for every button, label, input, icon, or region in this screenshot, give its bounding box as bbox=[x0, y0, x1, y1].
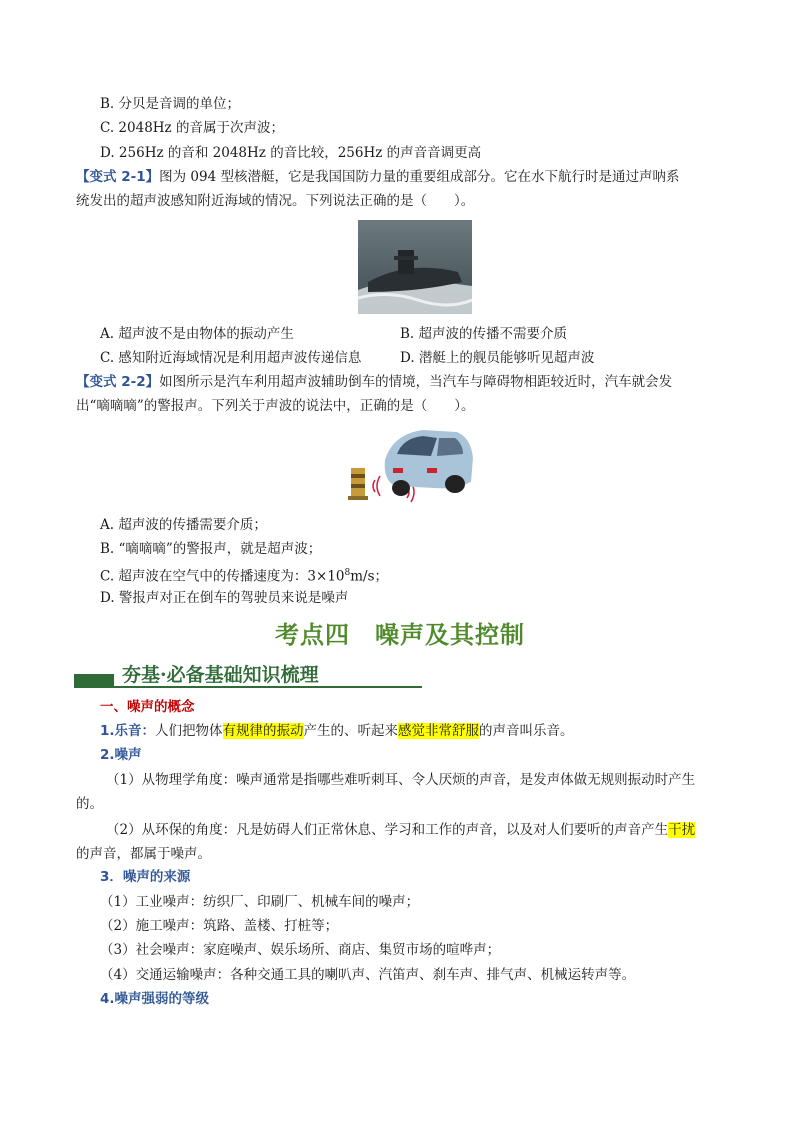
p3-label: 3．噪声的来源 bbox=[100, 869, 191, 885]
p2-2-line1 bbox=[106, 820, 695, 840]
variant-2-2-line1: 如图所示是汽车利用超声波辅助倒车的情境，当汽车与障碍物相距较近时，汽车就会发 bbox=[159, 374, 673, 390]
variant-2-1-option-d: D. 潜艇上的舰员能够听见超声波 bbox=[400, 350, 595, 366]
option-c-text: C. 超声波在空气中的传播速度为：3×10 bbox=[100, 568, 345, 585]
variant-2-2-option-c bbox=[100, 563, 388, 587]
p1-text-c: 的声音叫乐音。 bbox=[479, 723, 574, 739]
p1-highlight-2: 感觉非常舒服 bbox=[398, 723, 480, 739]
submarine-image bbox=[358, 220, 472, 314]
variant-2-2-stem bbox=[76, 372, 672, 392]
variant-2-2-option-d: D. 警报声对正在倒车的驾驶员来说是噪声 bbox=[100, 590, 349, 606]
main-title: 考点四 噪声及其控制 bbox=[275, 621, 525, 649]
p3-item-4: （4）交通运输噪声：各种交通工具的喇叭声、汽笛声、刹车声、排气声、机械运转声等。 bbox=[100, 967, 636, 983]
variant-2-1-option-c: C. 感知附近海域情况是利用超声波传递信息 bbox=[100, 350, 362, 366]
banner-text: 夯基·必备基础知识梳理 bbox=[122, 664, 319, 686]
variant-2-1-stem bbox=[76, 167, 679, 187]
p1-text-a: 人们把物体 bbox=[155, 723, 223, 739]
p2-2-highlight: 干扰 bbox=[668, 822, 696, 838]
car-reversing-image bbox=[345, 424, 477, 508]
variant-2-2-option-b: B. “嘀嘀嘀”的警报声，就是超声波； bbox=[100, 541, 322, 557]
option-b: B. 分贝是音调的单位； bbox=[100, 96, 241, 112]
p2-1-line1: （1）从物理学角度：噪声通常是指哪些难听刺耳、令人厌烦的声音，是发声体做无规则振动时产生 bbox=[106, 772, 696, 788]
p2-label: 2.噪声 bbox=[100, 747, 142, 763]
p2-2-line2: 的声音，都属于噪声。 bbox=[76, 846, 211, 862]
option-d: D. 256Hz 的音和 2048Hz 的音比较，256Hz 的声音音调更高 bbox=[100, 145, 482, 161]
p3-item-3: （3）社会噪声：家庭噪声、娱乐场所、商店、集贸市场的喧哗声； bbox=[100, 942, 501, 958]
concept-heading: 一、噪声的概念 bbox=[100, 699, 195, 715]
option-c: C. 2048Hz 的音属于次声波； bbox=[100, 120, 284, 136]
p4-label: 4.噪声强弱的等级 bbox=[100, 991, 210, 1007]
variant-2-2-line2: 出“嘀嘀嘀”的警报声。下列关于声波的说法中，正确的是（ ）。 bbox=[76, 398, 475, 414]
p1-text-b: 产生的、听起来 bbox=[303, 723, 399, 739]
paragraph-1 bbox=[100, 721, 574, 741]
banner-bar bbox=[74, 674, 114, 686]
p1-label: 1.乐音： bbox=[100, 723, 156, 739]
section-banner bbox=[74, 660, 422, 690]
variant-2-1-option-a: A. 超声波不是由物体的振动产生 bbox=[100, 326, 294, 342]
option-c-exponent: 8 bbox=[344, 568, 351, 578]
variant-2-2-tag: 【变式 2-2】 bbox=[76, 374, 160, 390]
p3-item-1: （1）工业噪声：纺织厂、印刷厂、机械车间的噪声； bbox=[100, 894, 420, 910]
p2-2-text: （2）从环保的角度：凡是妨碍人们正常休息、学习和工作的声音，以及对人们要听的声音产生 bbox=[106, 822, 669, 838]
option-c-unit: m/s； bbox=[350, 568, 389, 585]
variant-2-1-tag: 【变式 2-1】 bbox=[76, 169, 160, 185]
p2-1-line2: 的。 bbox=[76, 796, 103, 812]
p1-highlight-1: 有规律的振动 bbox=[222, 723, 304, 739]
banner-rule bbox=[74, 686, 422, 688]
variant-2-1-line2: 统发出的超声波感知附近海域的情况。下列说法正确的是（ ）。 bbox=[76, 193, 475, 209]
variant-2-2-option-a: A. 超声波的传播需要介质； bbox=[100, 517, 267, 533]
variant-2-1-line1: 图为 094 型核潜艇，它是我国国防力量的重要组成部分。它在水下航行时是通过声呐系 bbox=[159, 169, 680, 185]
variant-2-1-option-b: B. 超声波的传播不需要介质 bbox=[400, 326, 568, 342]
p3-item-2: （2）施工噪声：筑路、盖楼、打桩等； bbox=[100, 918, 339, 934]
